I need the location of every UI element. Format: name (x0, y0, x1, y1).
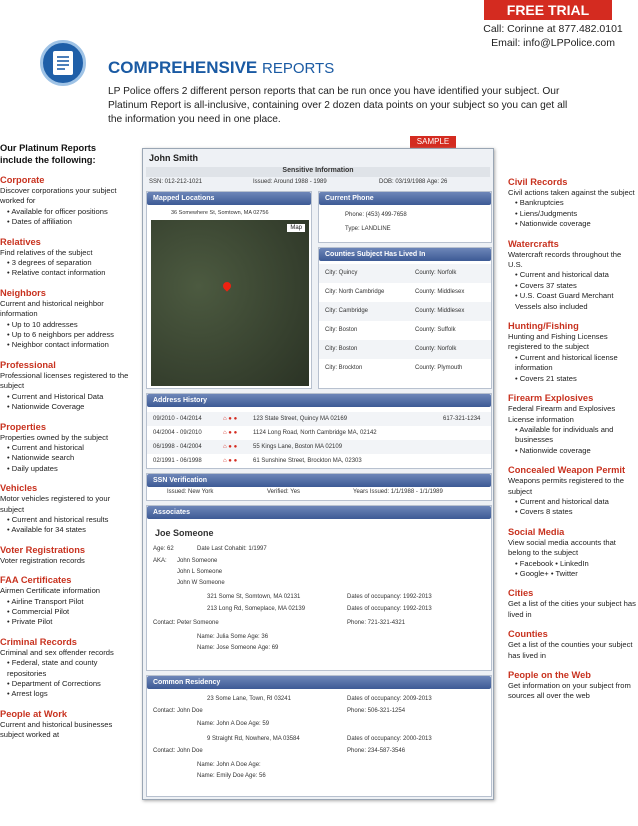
map-pin-icon[interactable] (221, 280, 232, 291)
associate-relative-1: Name: Julia Some Age: 36 (197, 634, 269, 640)
address-dates: 06/1998 - 04/2004 (153, 444, 202, 450)
aka-1: John Someone (177, 558, 218, 564)
address-text: 1124 Long Road, North Cambridge MA, 02142 (253, 430, 377, 436)
cr-contact-1: John Doe (177, 708, 203, 714)
ssn-years: Years Issued: 1/1/1988 - 1/1/1989 (353, 489, 443, 495)
ssn-issued: Issued: Around 1988 - 1989 (253, 179, 327, 185)
ssn-issued-state: Issued: New York (167, 489, 214, 495)
section-description: Airmen Certificate information (0, 586, 101, 596)
section-list (508, 270, 638, 312)
section-description: Watercraft records throughout the U.S. (508, 249, 622, 270)
address-row (147, 426, 491, 440)
section-list-item: • Current and historical (7, 443, 130, 453)
sample-record (142, 148, 494, 800)
address-row (147, 412, 491, 426)
mapped-locations-header: Mapped Locations (147, 192, 311, 205)
county-row (319, 359, 491, 378)
section-list-item: • Current and historical license information (515, 353, 638, 374)
phone-number: Phone: (453) 499-7658 (345, 212, 407, 218)
section-title: Social Media (508, 526, 565, 537)
section-list-item: • Department of Corrections (7, 679, 130, 689)
section-list-item: • Covers 21 states (515, 374, 638, 384)
section-title: Neighbors (0, 287, 46, 298)
section-list-item: • Up to 10 addresses (7, 320, 130, 330)
section-list-item: • Nationwide search (7, 453, 130, 463)
counties-panel (318, 247, 492, 389)
section-list-item: • Federal, state and county repositories (7, 658, 130, 679)
section-list (508, 198, 638, 229)
section-title: Relatives (0, 236, 41, 247)
address-action-icons[interactable]: ⌂ ● ● (223, 416, 238, 422)
title-rest: REPORTS (261, 60, 335, 77)
section-title: People at Work (0, 708, 67, 719)
free-trial-badge[interactable]: FREE TRIAL (484, 0, 612, 20)
common-residency-panel (146, 675, 492, 797)
current-phone-header: Current Phone (319, 192, 491, 205)
county-city: City: Boston (325, 327, 358, 333)
ssn-verification-panel (146, 473, 492, 501)
trial-email[interactable]: Email: info@LPPolice.com (491, 37, 615, 49)
section-title: Hunting/Fishing (508, 321, 579, 332)
cr-contact-2: John Doe (177, 748, 203, 754)
county-city: City: Brockton (325, 365, 363, 371)
contact-label: Contact: (153, 620, 176, 626)
cr-occupancy-1: Dates of occupancy: 2009-2013 (347, 696, 432, 702)
section-list-item: • Available for 34 states (7, 525, 130, 535)
section-list-item: • Daily updates (7, 464, 130, 474)
section-description: Current and historical neighbor information (0, 298, 104, 319)
section-title: Firearm Explosives (508, 393, 594, 404)
associates-header: Associates (147, 506, 491, 519)
section-list-item: • Liens/Judgments (515, 209, 638, 219)
counties-header: Counties Subject Has Lived In (319, 248, 491, 261)
section-list-item: • Private Pilot (7, 617, 130, 627)
intro-text: LP Police offers 2 different person reports that can be run once you have identified your subject. Our Platinum Report is all-inclusive, containing over 2 dozen data points on your subject so you can get all the information you need in one place. (108, 86, 568, 125)
county-county: County: Norfolk (415, 346, 457, 352)
left-heading: Our Platinum Reports include the following: (0, 143, 97, 165)
dob: DOB: 03/19/1988 Age: 26 (379, 179, 448, 185)
county-city: City: Cambridge (325, 308, 369, 314)
county-row (319, 264, 491, 283)
cr-address-1: 23 Some Lane, Town, RI 03241 (207, 696, 291, 702)
sample-record-badge: SAMPLE (410, 136, 456, 158)
section-list-item: • Google+ • Twitter (515, 569, 638, 579)
section-list-item: • Current and historical data (515, 270, 638, 280)
map-address: 36 Somewhere St, Somtown, MA 02756 (171, 210, 269, 216)
document-icon (40, 40, 86, 86)
aka-label: AKA: (153, 558, 167, 564)
county-city: City: Quincy (325, 270, 358, 276)
county-city: City: North Cambridge (325, 289, 385, 295)
associate-occupancy-1: Dates of occupancy: 1992-2013 (347, 594, 432, 600)
phone-type: Type: LANDLINE (345, 226, 391, 232)
address-action-icons[interactable]: ⌂ ● ● (223, 444, 238, 450)
satellite-map[interactable] (151, 220, 309, 386)
address-row (147, 454, 491, 468)
county-row (319, 283, 491, 302)
section-list-item: • Covers 37 states (515, 281, 638, 291)
section-list-item: • Up to 6 neighbors per address (7, 330, 130, 340)
section-description: Current and historical businesses subject worked at (0, 719, 113, 740)
section-list (0, 258, 130, 279)
aka-3: John W Someone (177, 580, 225, 586)
associate-age: Age: 62 (153, 546, 174, 552)
address-history-panel (146, 393, 492, 469)
county-county: County: Plymouth (415, 365, 463, 371)
ssn: SSN: 012-212-1021 (149, 179, 203, 185)
associate-name: Joe Someone (155, 528, 214, 538)
sensitive-header: Sensitive Information (146, 167, 490, 177)
section-list (0, 597, 130, 628)
section-list-item: • Nationwide coverage (515, 219, 638, 229)
section-description: Professional licenses registered to the subject (0, 370, 129, 391)
ssn-verified: Verified: Yes (267, 489, 301, 495)
associate-address-1: 321 Some St, Somtown, MA 02131 (207, 594, 301, 600)
record-name: John Smith (149, 153, 198, 163)
section-title: People on the Web (508, 670, 591, 680)
address-action-icons[interactable]: ⌂ ● ● (223, 458, 238, 464)
ssn-verification-header: SSN Verification (147, 474, 491, 487)
section-description: Get information on your subject from sources all over the web (508, 681, 631, 701)
section-description: Find relatives of the subject (0, 247, 93, 257)
right-feature-column (508, 168, 638, 702)
trial-call: Call: Corinne at 877.482.0101 (483, 23, 623, 35)
section-title: Concealed Weapon Permit (508, 465, 626, 476)
cr-contact-label-1: Contact: (153, 708, 176, 714)
section-list-item: • Current and historical results (7, 515, 130, 525)
section-title: Corporate (0, 175, 45, 185)
section-list (508, 559, 638, 580)
address-row (147, 440, 491, 454)
section-list (508, 497, 638, 518)
section-description: Get a list of the cities your subject has lived in (508, 599, 636, 619)
section-list (0, 392, 130, 413)
section-list-item: • Arrest logs (7, 689, 130, 699)
section-list (0, 207, 130, 228)
cr-occupancy-2: Dates of occupancy: 2000-2013 (347, 736, 432, 742)
address-action-icons[interactable]: ⌂ ● ● (223, 430, 238, 436)
address-dates: 09/2010 - 04/2014 (153, 416, 202, 422)
address-text: 55 Kings Lane, Boston MA 02109 (253, 444, 343, 450)
section-list (0, 443, 130, 474)
section-list-item: • Bankruptcies (515, 198, 638, 208)
county-county: County: Middlesex (415, 289, 465, 295)
section-description: Voter registration records (0, 555, 85, 565)
section-list-item: • U.S. Coast Guard Merchant Vessels also included (515, 291, 638, 312)
section-list-item: • Dates of affiliation (7, 217, 130, 227)
section-list-item: • Covers 8 states (515, 507, 638, 517)
section-list-item: • Commercial Pilot (7, 607, 130, 617)
section-list-item: • Available for officer positions (7, 207, 130, 217)
map-button[interactable]: Map (287, 224, 305, 232)
section-description: Federal Firearm and Explosives License information (508, 404, 616, 424)
associate-phone: Phone: 721-321-4321 (347, 620, 406, 626)
section-list-item: • Nationwide coverage (515, 446, 638, 456)
section-description: Hunting and Fishing Licenses registered to the subject (508, 332, 608, 352)
section-list (508, 425, 638, 456)
section-title: Properties (0, 421, 46, 432)
left-feature-column (0, 142, 130, 741)
section-list-item: • Current and Historical Data (7, 392, 130, 402)
county-row (319, 340, 491, 359)
section-list-item: • Current and historical data (515, 497, 638, 507)
cr-name-2: Name: John A Doe Age: (197, 762, 261, 768)
common-residency-header: Common Residency (147, 676, 491, 689)
cr-address-2: 9 Straight Rd, Nowhere, MA 03584 (207, 736, 300, 742)
section-list-item: • Available for individuals and businesses (515, 425, 638, 446)
associate-contact: Peter Someone (177, 620, 219, 626)
section-title: Vehicles (0, 483, 38, 494)
mapped-locations-panel (146, 191, 312, 389)
cr-phone-1: Phone: 506-321-1254 (347, 708, 406, 714)
section-title: Cities (508, 588, 534, 599)
address-dates: 02/1991 - 06/1998 (153, 458, 202, 464)
associate-relative-2: Name: Jose Someone Age: 69 (197, 645, 279, 651)
section-title: Criminal Records (0, 636, 77, 647)
county-row (319, 302, 491, 321)
trial-contact (478, 22, 628, 50)
address-text: 61 Sunshine Street, Brockton MA, 02303 (253, 458, 362, 464)
county-row (319, 321, 491, 340)
section-list (0, 320, 130, 351)
county-city: City: Boston (325, 346, 358, 352)
section-title: Counties (508, 629, 548, 640)
section-list (508, 353, 638, 384)
page-title (108, 58, 334, 78)
associate-cohabit: Date Last Cohabit: 1/1997 (197, 546, 267, 552)
section-list-item: • 3 degrees of separation (7, 258, 130, 268)
section-list-item: • Facebook • LinkedIn (515, 559, 638, 569)
section-description: Properties owned by the subject (0, 432, 109, 442)
section-description: View social media accounts that belong to the subject (508, 537, 616, 558)
section-title: Voter Registrations (0, 544, 86, 555)
section-description: Discover corporations your subject worked for (0, 186, 117, 206)
current-phone-panel (318, 191, 492, 243)
section-description: Criminal and sex offender records (0, 647, 114, 657)
section-description: Weapons permits registered to the subject (508, 476, 624, 496)
aka-2: John L Someone (177, 569, 223, 575)
section-description: Get a list of the counties your subject has lived in (508, 640, 633, 660)
section-title: Watercrafts (508, 238, 559, 249)
associate-address-2: 213 Long Rd, Someplace, MA 02139 (207, 606, 306, 612)
section-title: Civil Records (508, 177, 568, 187)
title-bold: COMPREHENSIVE (108, 58, 258, 77)
cr-phone-2: Phone: 234-587-3546 (347, 748, 406, 754)
address-text: 123 State Street, Quincy MA 02169 (253, 416, 348, 422)
cr-name-1: Name: John A Doe Age: 59 (197, 721, 270, 727)
county-county: County: Middlesex (415, 308, 465, 314)
address-phone: 617-321-1234 (443, 416, 481, 422)
county-county: County: Norfolk (415, 270, 457, 276)
address-dates: 04/2004 - 09/2010 (153, 430, 202, 436)
cr-name-3: Name: Emily Doe Age: 56 (197, 773, 266, 779)
section-title: FAA Certificates (0, 575, 72, 586)
section-list-item: • Nationwide Coverage (7, 402, 130, 412)
section-description: Motor vehicles registered to your subject (0, 494, 111, 514)
section-description: Civil actions taken against the subject (508, 188, 635, 197)
section-list-item: • Relative contact information (7, 268, 130, 278)
section-title: Professional (0, 359, 56, 370)
associate-occupancy-2: Dates of occupancy: 1992-2013 (347, 606, 432, 612)
cr-contact-label-2: Contact: (153, 748, 176, 754)
county-county: County: Suffolk (415, 327, 456, 333)
section-list-item: • Neighbor contact information (7, 340, 130, 350)
section-list-item: • Airline Transport Pilot (7, 597, 130, 607)
associates-panel (146, 505, 492, 671)
section-list (0, 658, 130, 700)
address-history-header: Address History (147, 394, 491, 407)
section-list (0, 515, 130, 536)
